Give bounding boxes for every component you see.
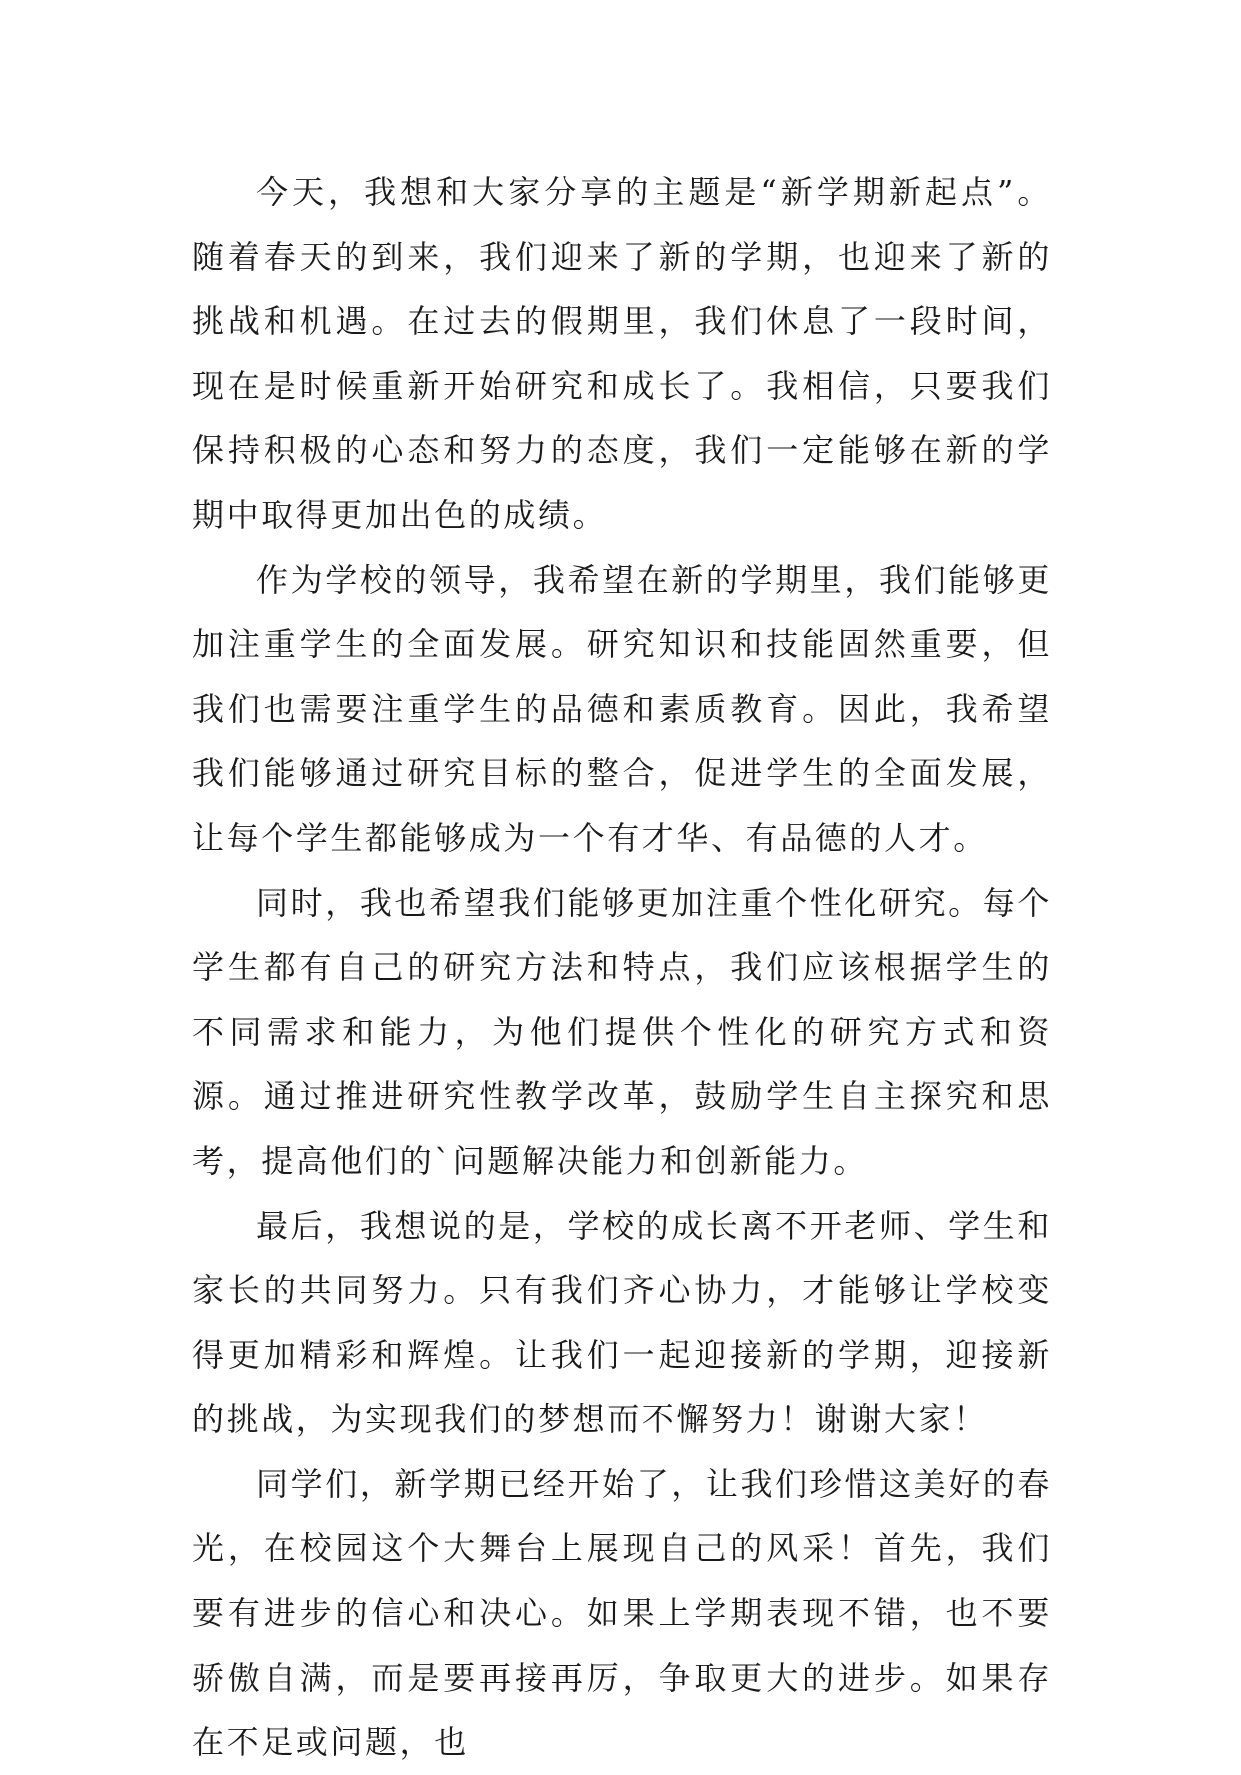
paragraph-2: 作为学校的领导，我希望在新的学期里，我们能够更加注重学生的全面发展。研究知识和技能固然重要，但我们也需要注重学生的品德和素质教育。因此，我希望我们能够通过研究目标的整合，促进学生的全面发展，让每个学生都能够成为一个有才华、有品德的人才。: [192, 560, 1052, 857]
paragraph-5: 同学们，新学期已经开始了，让我们珍惜这美好的春光，在校园这个大舞台上展现自己的风采！首先，我们要有进步的信心和决心。如果上学期表现不错，也不要骄傲自满，而是要再接再厉，争取更大的进步。如果存在不足或问题，也: [192, 1464, 1052, 1762]
document-body: [192, 160, 1052, 1775]
paragraph-1: 今天，我想和大家分享的主题是“新学期新起点”。随着春天的到来，我们迎来了新的学期，也迎来了新的挑战和机遇。在过去的假期里，我们休息了一段时间，现在是时候重新开始研究和成长了。我相信，只要我们保持积极的心态和努力的态度，我们一定能够在新的学期中取得更加出色的成绩。: [192, 173, 1052, 534]
paragraph-4: 最后，我想说的是，学校的成长离不开老师、学生和家长的共同努力。只有我们齐心协力，才能够让学校变得更加精彩和辉煌。让我们一起迎接新的学期，迎接新的挑战，为实现我们的梦想而不懈努力！谢谢大家！: [192, 1206, 1052, 1439]
paragraph-3: 同时，我也希望我们能够更加注重个性化研究。每个学生都有自己的研究方法和特点，我们应该根据学生的不同需求和能力，为他们提供个性化的研究方式和资源。通过推进研究性教学改革，鼓励学生自主探究和思考，提高他们的`问题解决能力和创新能力。: [192, 883, 1052, 1180]
